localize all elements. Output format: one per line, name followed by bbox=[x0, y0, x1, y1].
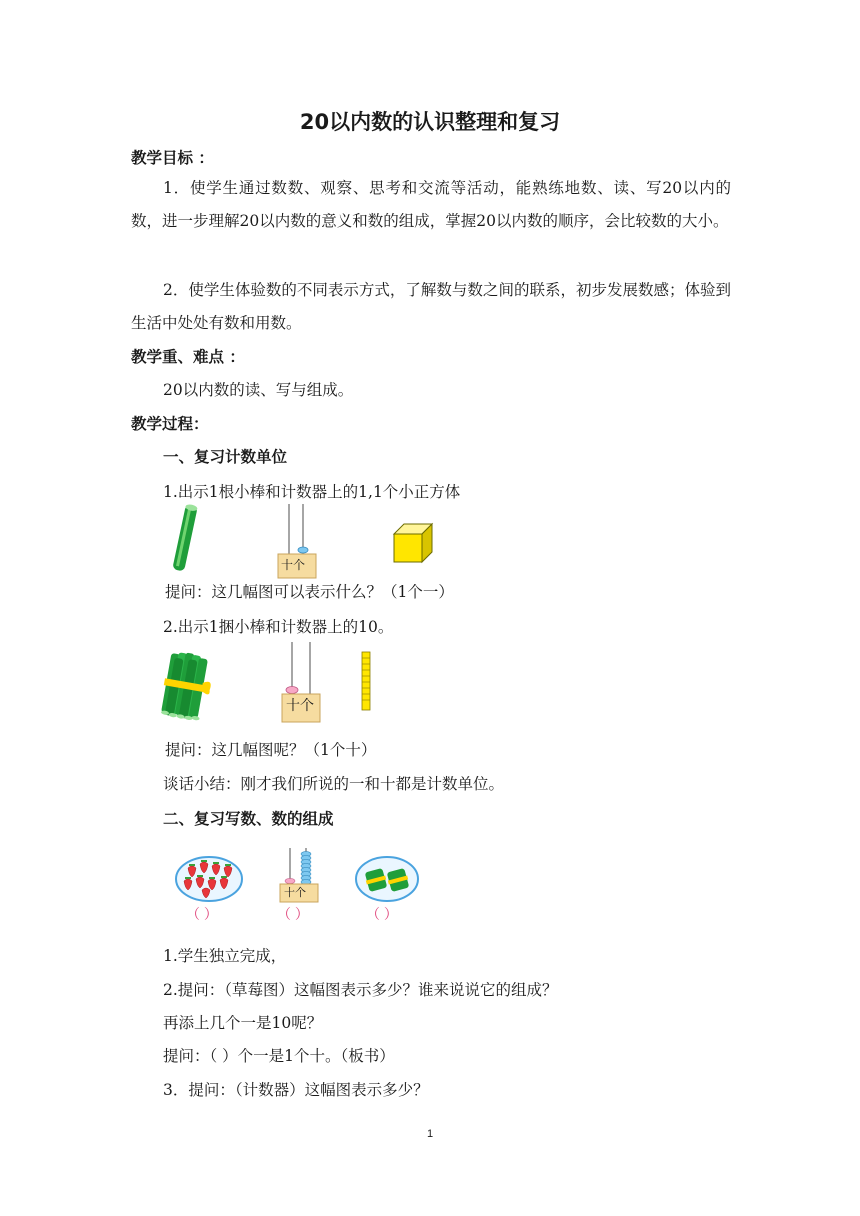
blank-abacus: （ ） bbox=[277, 906, 309, 922]
ten-rod-image bbox=[359, 650, 373, 712]
section1-summary: 谈话小结：刚才我们所说的一和十都是计数单位。 bbox=[163, 775, 505, 793]
abacus-ten-label: 十个 bbox=[286, 698, 314, 714]
objectives-heading: 教学目标 ： bbox=[131, 149, 214, 167]
section2-line1: 1.学生独立完成， bbox=[163, 947, 287, 965]
section2-heading: 二、复习写数、数的组成 bbox=[163, 810, 334, 828]
abacus-twelve-label: 十个 bbox=[284, 886, 306, 899]
single-stick-image bbox=[168, 503, 202, 573]
section1-heading: 一、复习计数单位 bbox=[163, 448, 288, 466]
section2-line4: 提问：（ ）个一是1个十。（板书） bbox=[163, 1047, 395, 1065]
objective-item-1: 1．使学生通过数数、观察、思考和交流等活动，能熟练地数、读、写20以内的数，进一步理解20以内数的意义和数的组成，掌握20以内数的顺序，会比较数的大小。 bbox=[131, 179, 731, 230]
strawberry-plate-image bbox=[174, 854, 244, 904]
document-title: 20以内数的认识整理和复习 bbox=[299, 110, 561, 134]
unit-cube-image bbox=[392, 522, 434, 564]
objective-item-2: 2．使学生体验数的不同表示方式，了解数与数之间的联系，初步发展数感；体验到生活中处处有数和用数。 bbox=[131, 281, 731, 332]
stick-bundle-image bbox=[158, 650, 214, 722]
section1-question2: 提问：这几幅图呢？（1个十） bbox=[165, 741, 377, 759]
key-points-heading: 教学重、难点 ： bbox=[131, 348, 245, 366]
blank-bundles: （ ） bbox=[366, 906, 398, 922]
section2-line2: 2.提问：（草莓图）这幅图表示多少？谁来说说它的组成？ bbox=[163, 981, 558, 999]
section1-question1: 提问：这几幅图可以表示什么？（1个一） bbox=[165, 583, 454, 601]
section2-line5: 3．提问：（计数器）这幅图表示多少？ bbox=[163, 1081, 429, 1099]
process-heading: 教学过程： bbox=[131, 415, 209, 433]
blank-strawberries: （ ） bbox=[186, 906, 218, 922]
page-number: 1 bbox=[426, 1128, 434, 1140]
bundle-plate-image bbox=[354, 854, 420, 904]
section2-line3: 再添上几个一是10呢？ bbox=[163, 1014, 323, 1032]
section1-step1: 1.出示1根小棒和计数器上的1,1个小正方体 bbox=[163, 483, 461, 501]
abacus-one-label: 十个 bbox=[281, 558, 306, 572]
key-points-text: 20以内数的读、写与组成。 bbox=[163, 381, 354, 399]
section1-step2: 2.出示1捆小棒和计数器上的10。 bbox=[163, 618, 394, 636]
